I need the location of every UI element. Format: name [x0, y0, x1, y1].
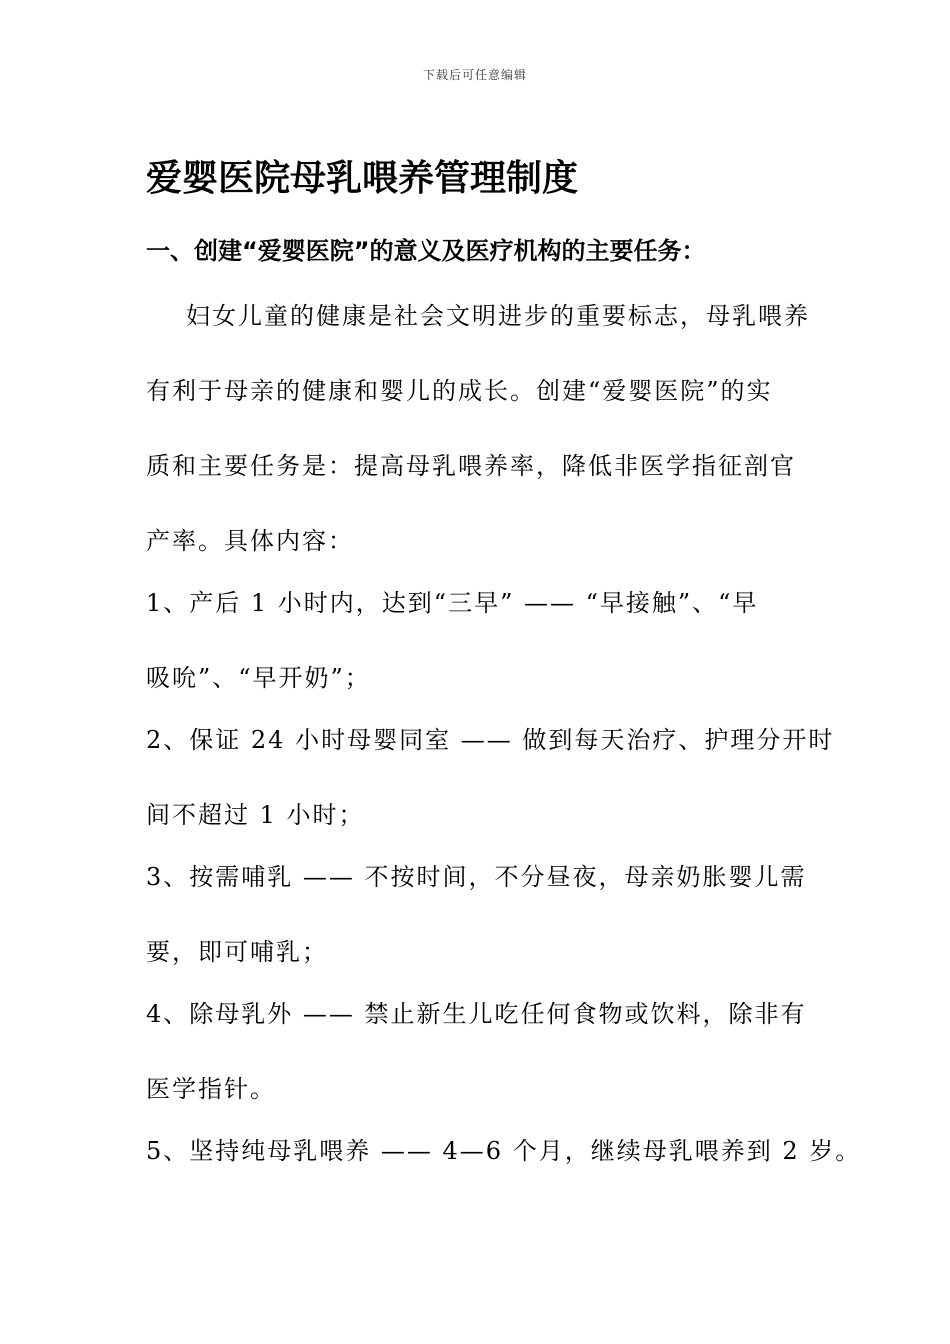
paragraph-line: 妇女儿童的健康是社会文明进步的重要标志，母乳喂养: [186, 302, 810, 330]
list-item-line: 要，即可哺乳；: [146, 938, 328, 966]
page-header-note: 下载后可任意编辑: [422, 68, 527, 82]
paragraph-line: 产率。具体内容：: [146, 527, 354, 555]
list-item-line: 4、除母乳外 —— 禁止新生儿吃任何食物或饮料，除非有: [146, 1000, 807, 1028]
list-item-line: 3、按需哺乳 —— 不按时间，不分昼夜，母亲奶胀婴儿需: [146, 863, 807, 891]
list-item-line: 医学指针。: [146, 1075, 276, 1103]
section-heading: 一、创建“爱婴医院”的意义及医疗机构的主要任务：: [146, 237, 706, 265]
paragraph-line: 有利于母亲的健康和婴儿的成长。创建“爱婴医院”的实: [146, 377, 773, 405]
document-title: 爱婴医院母乳喂养管理制度: [146, 158, 579, 199]
list-item-line: 1、产后 1 小时内，达到“三早” —— “早接触”、“早: [146, 589, 759, 617]
list-item-line: 间不超过 1 小时；: [146, 801, 365, 829]
list-item-line: 5、坚持纯母乳喂养 —— 4—6 个月，继续母乳喂养到 2 岁。: [146, 1137, 862, 1165]
list-item-line: 吸吮”、“早开奶”；: [146, 664, 371, 692]
list-item-line: 2、保证 24 小时母婴同室 —— 做到每天治疗、护理分开时: [146, 726, 835, 754]
paragraph-line: 质和主要任务是：提高母乳喂养率，降低非医学指征剖官: [146, 452, 796, 480]
